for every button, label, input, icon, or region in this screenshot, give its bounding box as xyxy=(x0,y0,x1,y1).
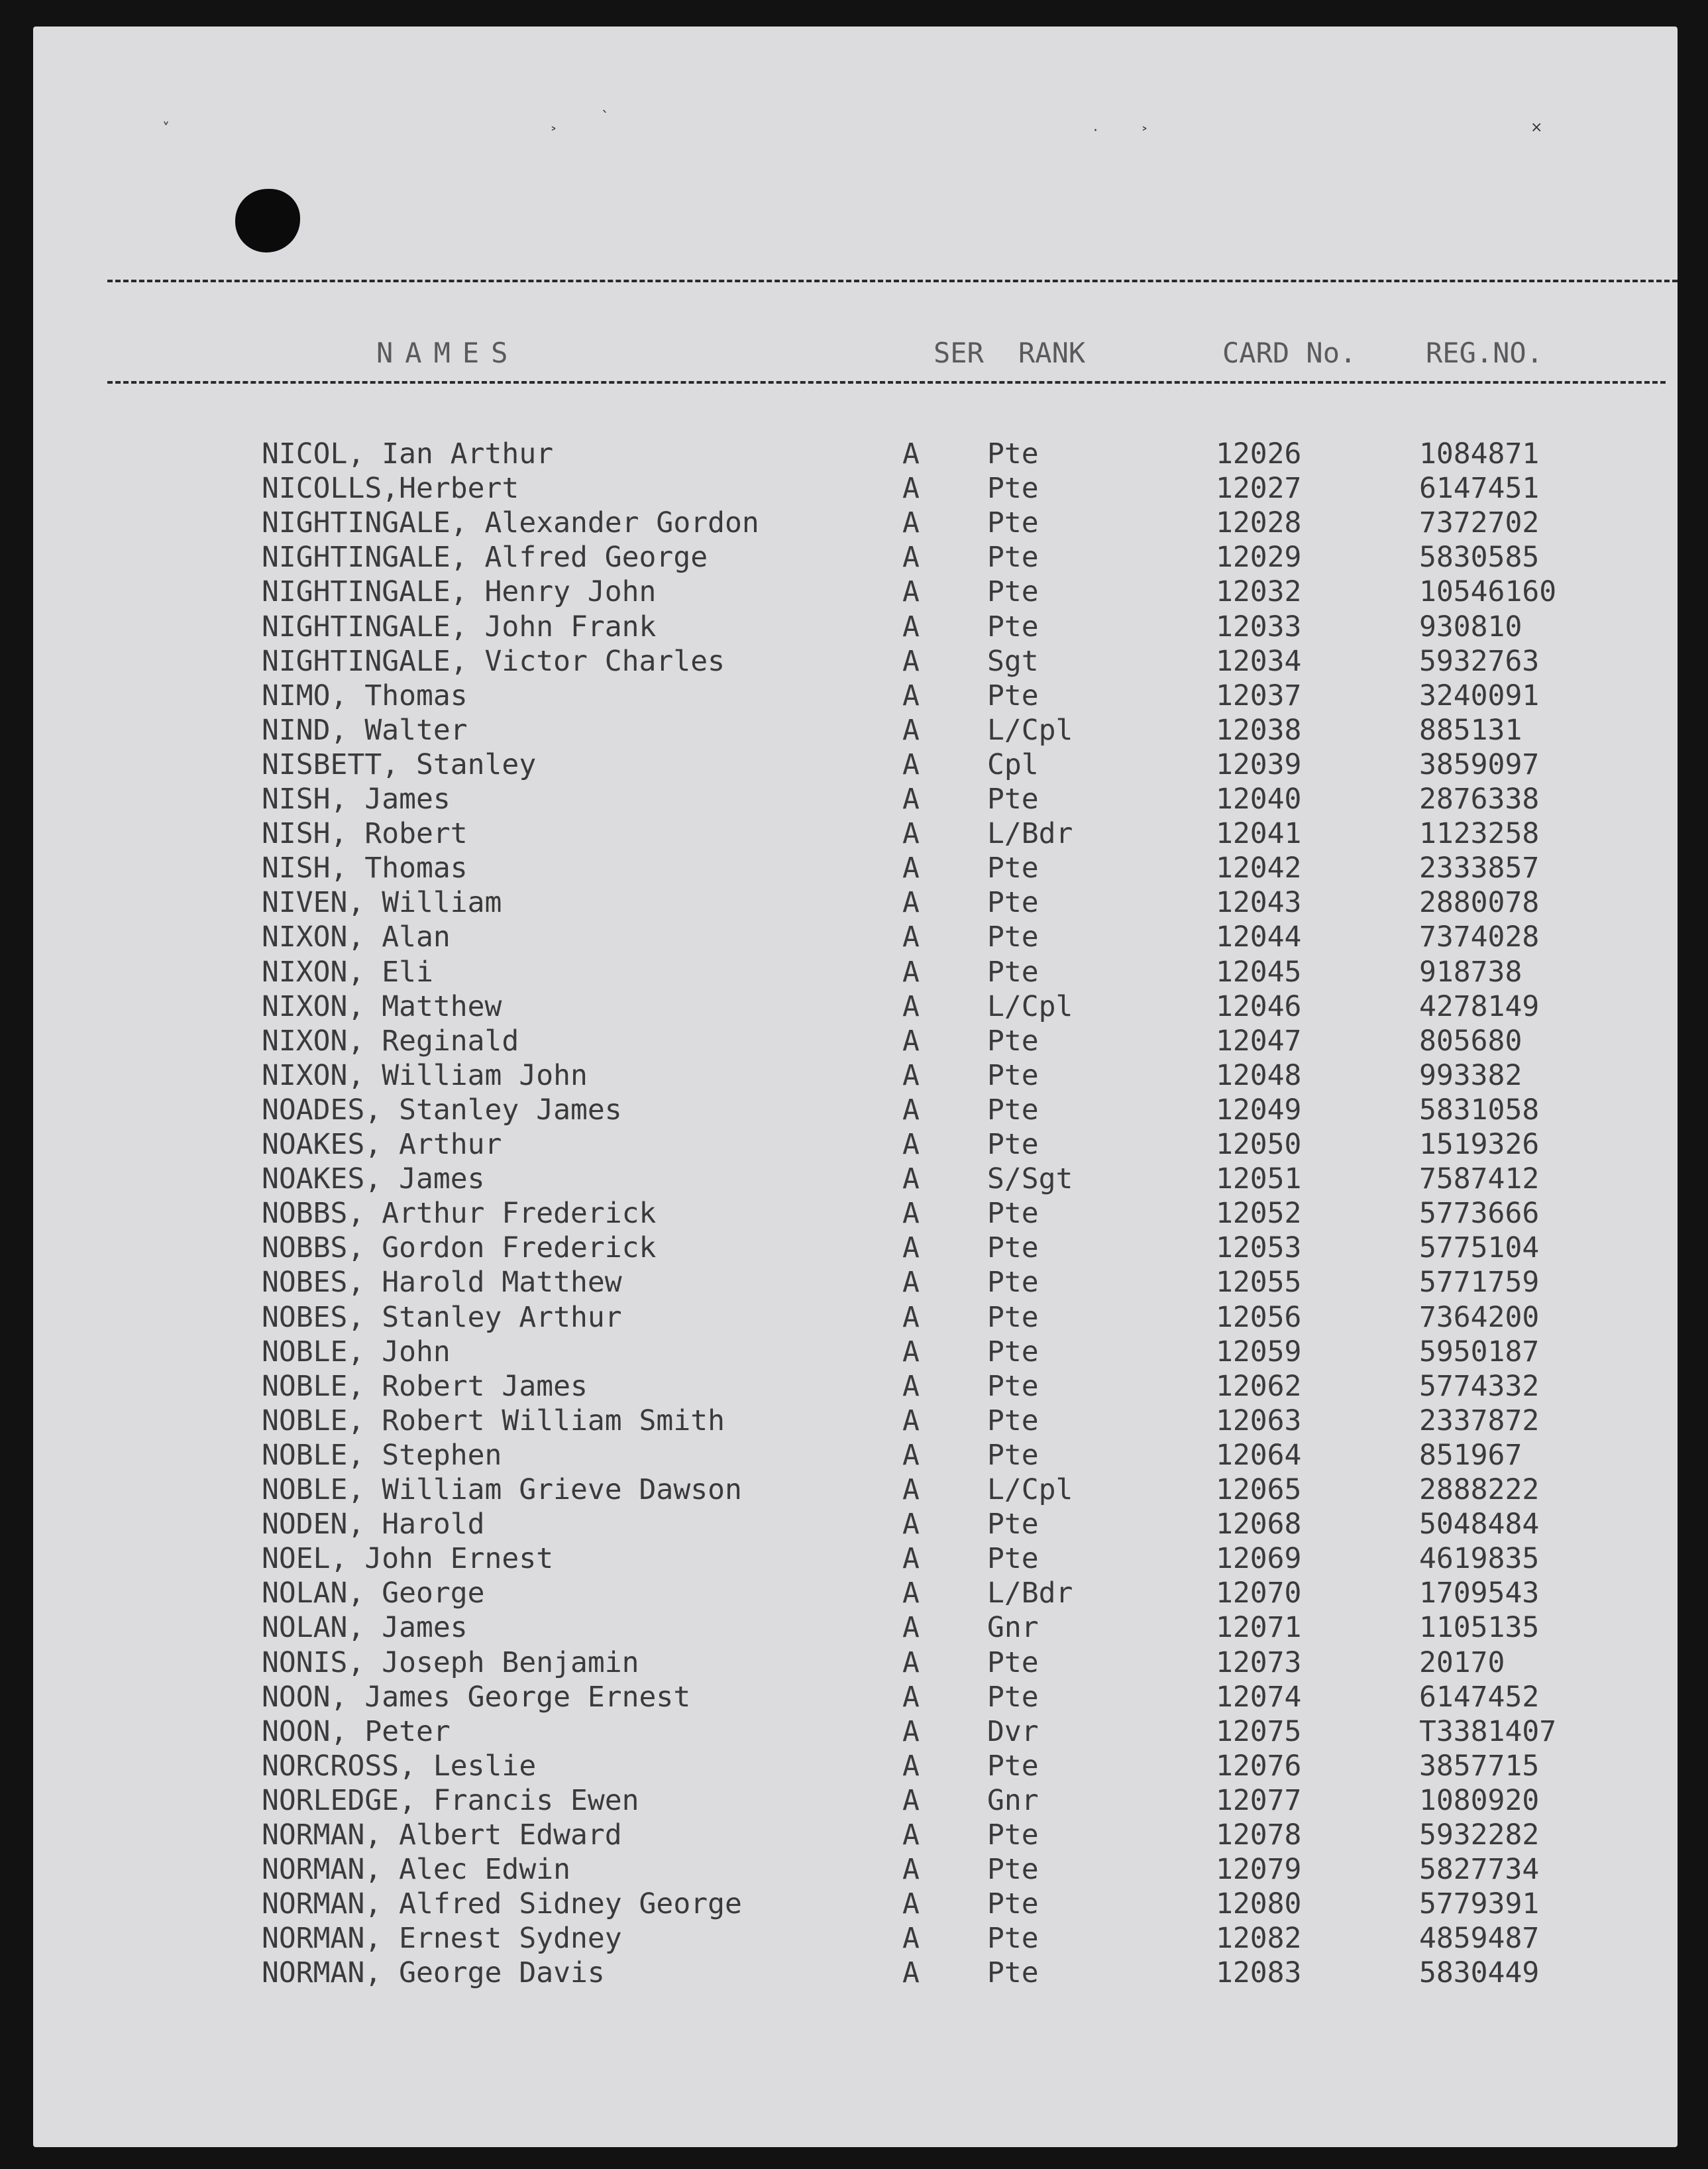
reg-no-cell: 6147452 xyxy=(1419,1681,1540,1714)
table-row xyxy=(33,1956,1678,1991)
card-no-cell: 12040 xyxy=(1216,783,1302,816)
name-cell: NOAKES, Arthur xyxy=(262,1128,502,1161)
reg-no-cell: 2337872 xyxy=(1419,1404,1540,1437)
ser-cell: A xyxy=(902,817,920,850)
card-no-cell: 12079 xyxy=(1216,1853,1302,1886)
reg-no-cell: 2880078 xyxy=(1419,886,1540,919)
card-no-cell: 12083 xyxy=(1216,1956,1302,1989)
table-row xyxy=(33,1922,1678,1956)
card-no-cell: 12064 xyxy=(1216,1439,1302,1472)
card-no-cell: 12038 xyxy=(1216,714,1302,747)
reg-no-cell: 5771759 xyxy=(1419,1266,1540,1299)
name-cell: NORMAN, Ernest Sydney xyxy=(262,1922,622,1955)
ser-cell: A xyxy=(902,714,920,747)
name-cell: NIGHTINGALE, Victor Charles xyxy=(262,645,725,678)
table-row xyxy=(33,1059,1678,1093)
name-cell: NOAKES, James xyxy=(262,1162,485,1196)
table-row xyxy=(33,920,1678,955)
name-cell: NICOL, Ian Arthur xyxy=(262,437,554,471)
card-no-cell: 12037 xyxy=(1216,679,1302,712)
name-cell: NIXON, Eli xyxy=(262,956,433,989)
name-cell: NOLAN, George xyxy=(262,1577,485,1610)
table-row xyxy=(33,1577,1678,1611)
name-cell: NOON, Peter xyxy=(262,1715,451,1748)
name-cell: NOBLE, William Grieve Dawson xyxy=(262,1473,742,1506)
reg-no-cell: 2876338 xyxy=(1419,783,1540,816)
card-no-cell: 12027 xyxy=(1216,472,1302,505)
card-no-cell: 12059 xyxy=(1216,1335,1302,1368)
table-row xyxy=(33,1646,1678,1681)
name-cell: NOEL, John Ernest xyxy=(262,1542,554,1575)
punch-hole xyxy=(235,189,300,252)
table-row xyxy=(33,575,1678,610)
ser-cell: A xyxy=(902,1439,920,1472)
rank-cell: Pte xyxy=(987,1266,1039,1299)
card-no-cell: 12047 xyxy=(1216,1025,1302,1058)
table-row xyxy=(33,1197,1678,1231)
ser-cell: A xyxy=(902,1611,920,1644)
name-cell: NORMAN, Alfred Sidney George xyxy=(262,1887,742,1920)
table-row xyxy=(33,1231,1678,1266)
table-row xyxy=(33,645,1678,679)
reg-no-cell: 1105135 xyxy=(1419,1611,1540,1644)
ser-cell: A xyxy=(902,610,920,643)
ser-cell: A xyxy=(902,956,920,989)
table-row xyxy=(33,1025,1678,1059)
table-row xyxy=(33,1335,1678,1370)
ser-cell: A xyxy=(902,1266,920,1299)
reg-no-cell: 930810 xyxy=(1419,610,1522,643)
name-cell: NIGHTINGALE, Alexander Gordon xyxy=(262,506,759,539)
reg-no-cell: 4859487 xyxy=(1419,1922,1540,1955)
ser-cell: A xyxy=(902,1956,920,1989)
rank-cell: Pte xyxy=(987,1197,1039,1230)
card-no-cell: 12029 xyxy=(1216,541,1302,574)
rank-cell: Pte xyxy=(987,852,1039,885)
rank-cell: Pte xyxy=(987,575,1039,608)
reg-no-cell: 3859097 xyxy=(1419,748,1540,781)
name-cell: NIND, Walter xyxy=(262,714,468,747)
rank-cell: Pte xyxy=(987,541,1039,574)
name-cell: NOBLE, John xyxy=(262,1335,451,1368)
ser-cell: A xyxy=(902,1784,920,1817)
table-row xyxy=(33,437,1678,472)
header-reg-no: REG.NO. xyxy=(1426,337,1544,369)
rank-cell: Pte xyxy=(987,1301,1039,1334)
ser-cell: A xyxy=(902,886,920,919)
table-row xyxy=(33,679,1678,714)
rank-cell: Pte xyxy=(987,1542,1039,1575)
reg-no-cell: 5830449 xyxy=(1419,1956,1540,1989)
header-ser: SER xyxy=(934,337,984,369)
rank-cell: Pte xyxy=(987,1508,1039,1541)
card-no-cell: 12082 xyxy=(1216,1922,1302,1955)
rank-cell: Sgt xyxy=(987,645,1039,678)
rank-cell: Pte xyxy=(987,1370,1039,1403)
reg-no-cell: 6147451 xyxy=(1419,472,1540,505)
reg-no-cell: 3857715 xyxy=(1419,1750,1540,1783)
reg-no-cell: 7587412 xyxy=(1419,1162,1540,1196)
ser-cell: A xyxy=(902,1853,920,1886)
header-rule-top xyxy=(107,280,1678,282)
card-no-cell: 12078 xyxy=(1216,1818,1302,1852)
ser-cell: A xyxy=(902,783,920,816)
reg-no-cell: 1080920 xyxy=(1419,1784,1540,1817)
rank-cell: Pte xyxy=(987,1681,1039,1714)
rank-cell: L/Bdr xyxy=(987,1577,1073,1610)
rank-cell: Pte xyxy=(987,610,1039,643)
card-no-cell: 12068 xyxy=(1216,1508,1302,1541)
reg-no-cell: 5950187 xyxy=(1419,1335,1540,1368)
ser-cell: A xyxy=(902,1197,920,1230)
name-cell: NICOLLS,Herbert xyxy=(262,472,519,505)
name-cell: NIXON, Alan xyxy=(262,920,451,954)
ser-cell: A xyxy=(902,1922,920,1955)
table-row xyxy=(33,714,1678,748)
card-no-cell: 12070 xyxy=(1216,1577,1302,1610)
reg-no-cell: 885131 xyxy=(1419,714,1522,747)
reg-no-cell: 5779391 xyxy=(1419,1887,1540,1920)
card-no-cell: 12056 xyxy=(1216,1301,1302,1334)
card-no-cell: 12065 xyxy=(1216,1473,1302,1506)
card-no-cell: 12028 xyxy=(1216,506,1302,539)
rank-cell: Pte xyxy=(987,886,1039,919)
table-row xyxy=(33,817,1678,852)
rank-cell: S/Sgt xyxy=(987,1162,1073,1196)
name-cell: NOBBS, Arthur Frederick xyxy=(262,1197,657,1230)
reg-no-cell: 2333857 xyxy=(1419,852,1540,885)
card-no-cell: 12032 xyxy=(1216,575,1302,608)
ser-cell: A xyxy=(902,920,920,954)
card-no-cell: 12048 xyxy=(1216,1059,1302,1092)
header-rank: RANK xyxy=(1018,337,1086,369)
rank-cell: Cpl xyxy=(987,748,1039,781)
rank-cell: Pte xyxy=(987,472,1039,505)
card-no-cell: 12046 xyxy=(1216,990,1302,1023)
card-no-cell: 12071 xyxy=(1216,1611,1302,1644)
ser-cell: A xyxy=(902,1681,920,1714)
table-row xyxy=(33,990,1678,1025)
table-row xyxy=(33,1473,1678,1508)
rank-cell: Pte xyxy=(987,783,1039,816)
rank-cell: Pte xyxy=(987,1231,1039,1264)
rank-cell: Pte xyxy=(987,1887,1039,1920)
name-cell: NIMO, Thomas xyxy=(262,679,468,712)
reg-no-cell: 4619835 xyxy=(1419,1542,1540,1575)
name-cell: NOBBS, Gordon Frederick xyxy=(262,1231,657,1264)
ser-cell: A xyxy=(902,1750,920,1783)
table-row xyxy=(33,1784,1678,1818)
name-cell: NISBETT, Stanley xyxy=(262,748,537,781)
ser-cell: A xyxy=(902,472,920,505)
table-row xyxy=(33,748,1678,783)
card-no-cell: 12062 xyxy=(1216,1370,1302,1403)
reg-no-cell: 1709543 xyxy=(1419,1577,1540,1610)
name-cell: NOBLE, Robert James xyxy=(262,1370,588,1403)
name-cell: NOADES, Stanley James xyxy=(262,1093,622,1127)
table-row xyxy=(33,956,1678,990)
table-row xyxy=(33,1611,1678,1645)
reg-no-cell: 5048484 xyxy=(1419,1508,1540,1541)
reg-no-cell: 2888222 xyxy=(1419,1473,1540,1506)
reg-no-cell: 851967 xyxy=(1419,1439,1522,1472)
card-no-cell: 12052 xyxy=(1216,1197,1302,1230)
name-cell: NORLEDGE, Francis Ewen xyxy=(262,1784,639,1817)
card-no-cell: 12074 xyxy=(1216,1681,1302,1714)
table-row xyxy=(33,1301,1678,1335)
header-card-no: CARD No. xyxy=(1222,337,1357,369)
ser-cell: A xyxy=(902,1818,920,1852)
reg-no-cell: 5775104 xyxy=(1419,1231,1540,1264)
name-cell: NIGHTINGALE, John Frank xyxy=(262,610,657,643)
rank-cell: Pte xyxy=(987,1922,1039,1955)
rank-cell: Pte xyxy=(987,1853,1039,1886)
typewriter-mark: ˃ xyxy=(1141,126,1148,142)
ser-cell: A xyxy=(902,645,920,678)
header-names: NAMES xyxy=(376,337,520,369)
reg-no-cell: 5932763 xyxy=(1419,645,1540,678)
rank-cell: Pte xyxy=(987,1025,1039,1058)
ser-cell: A xyxy=(902,1577,920,1610)
name-cell: NIXON, William John xyxy=(262,1059,588,1092)
card-no-cell: 12073 xyxy=(1216,1646,1302,1679)
card-no-cell: 12053 xyxy=(1216,1231,1302,1264)
ser-cell: A xyxy=(902,748,920,781)
reg-no-cell: 5830585 xyxy=(1419,541,1540,574)
table-row xyxy=(33,1818,1678,1853)
name-cell: NOBES, Harold Matthew xyxy=(262,1266,622,1299)
table-row xyxy=(33,1162,1678,1197)
ser-cell: A xyxy=(902,1508,920,1541)
table-row xyxy=(33,610,1678,645)
rank-cell: Pte xyxy=(987,1750,1039,1783)
typewriter-mark: · xyxy=(1093,123,1098,139)
reg-no-cell: 1084871 xyxy=(1419,437,1540,471)
reg-no-cell: 3240091 xyxy=(1419,679,1540,712)
table-row xyxy=(33,1853,1678,1887)
ser-cell: A xyxy=(902,679,920,712)
typewriter-mark: ˃ xyxy=(550,126,557,142)
card-no-cell: 12045 xyxy=(1216,956,1302,989)
name-cell: NORMAN, George Davis xyxy=(262,1956,605,1989)
reg-no-cell: T3381407 xyxy=(1419,1715,1557,1748)
ser-cell: A xyxy=(902,1542,920,1575)
card-no-cell: 12050 xyxy=(1216,1128,1302,1161)
header-rule-bottom xyxy=(107,381,1666,384)
ser-cell: A xyxy=(902,1370,920,1403)
ser-cell: A xyxy=(902,1231,920,1264)
rank-cell: L/Cpl xyxy=(987,1473,1073,1506)
table-row xyxy=(33,1750,1678,1784)
rank-cell: Pte xyxy=(987,506,1039,539)
table-row xyxy=(33,1439,1678,1473)
ser-cell: A xyxy=(902,1715,920,1748)
ser-cell: A xyxy=(902,1887,920,1920)
name-cell: NISH, James xyxy=(262,783,451,816)
rank-cell: L/Cpl xyxy=(987,990,1073,1023)
card-no-cell: 12033 xyxy=(1216,610,1302,643)
card-no-cell: 12055 xyxy=(1216,1266,1302,1299)
reg-no-cell: 1123258 xyxy=(1419,817,1540,850)
ser-cell: A xyxy=(902,1301,920,1334)
reg-no-cell: 5831058 xyxy=(1419,1093,1540,1127)
rank-cell: Dvr xyxy=(987,1715,1039,1748)
ser-cell: A xyxy=(902,990,920,1023)
typewriter-mark: ˋ xyxy=(602,109,609,126)
card-no-cell: 12041 xyxy=(1216,817,1302,850)
ser-cell: A xyxy=(902,1093,920,1127)
card-no-cell: 12063 xyxy=(1216,1404,1302,1437)
rank-cell: Pte xyxy=(987,1439,1039,1472)
table-row xyxy=(33,1093,1678,1128)
ser-cell: A xyxy=(902,1473,920,1506)
ser-cell: A xyxy=(902,1335,920,1368)
name-cell: NISH, Thomas xyxy=(262,852,468,885)
rank-cell: Pte xyxy=(987,1128,1039,1161)
name-cell: NODEN, Harold xyxy=(262,1508,485,1541)
rank-cell: L/Cpl xyxy=(987,714,1073,747)
name-cell: NORCROSS, Leslie xyxy=(262,1750,537,1783)
card-no-cell: 12069 xyxy=(1216,1542,1302,1575)
rank-cell: Gnr xyxy=(987,1784,1039,1817)
rank-cell: Pte xyxy=(987,1646,1039,1679)
card-no-cell: 12080 xyxy=(1216,1887,1302,1920)
card-no-cell: 12039 xyxy=(1216,748,1302,781)
name-cell: NOBLE, Robert William Smith xyxy=(262,1404,725,1437)
ser-cell: A xyxy=(902,506,920,539)
rank-cell: Pte xyxy=(987,1093,1039,1127)
reg-no-cell: 10546160 xyxy=(1419,575,1557,608)
reg-no-cell: 1519326 xyxy=(1419,1128,1540,1161)
rank-cell: Pte xyxy=(987,956,1039,989)
reg-no-cell: 20170 xyxy=(1419,1646,1505,1679)
name-cell: NORMAN, Albert Edward xyxy=(262,1818,622,1852)
card-no-cell: 12042 xyxy=(1216,852,1302,885)
rank-cell: Pte xyxy=(987,920,1039,954)
table-row xyxy=(33,1404,1678,1439)
card-no-cell: 12077 xyxy=(1216,1784,1302,1817)
table-row xyxy=(33,541,1678,575)
table-row xyxy=(33,1887,1678,1922)
document-page xyxy=(33,27,1678,2147)
reg-no-cell: 805680 xyxy=(1419,1025,1522,1058)
reg-no-cell: 7374028 xyxy=(1419,920,1540,954)
card-no-cell: 12044 xyxy=(1216,920,1302,954)
table-row xyxy=(33,1542,1678,1577)
name-cell: NIGHTINGALE, Henry John xyxy=(262,575,657,608)
reg-no-cell: 5932282 xyxy=(1419,1818,1540,1852)
card-no-cell: 12049 xyxy=(1216,1093,1302,1127)
card-no-cell: 12043 xyxy=(1216,886,1302,919)
card-no-cell: 12034 xyxy=(1216,645,1302,678)
card-no-cell: 12051 xyxy=(1216,1162,1302,1196)
table-row xyxy=(33,783,1678,817)
rank-cell: Pte xyxy=(987,679,1039,712)
table-row xyxy=(33,1681,1678,1715)
ser-cell: A xyxy=(902,1128,920,1161)
reg-no-cell: 5774332 xyxy=(1419,1370,1540,1403)
reg-no-cell: 5827734 xyxy=(1419,1853,1540,1886)
name-cell: NORMAN, Alec Edwin xyxy=(262,1853,570,1886)
ser-cell: A xyxy=(902,852,920,885)
table-row xyxy=(33,1370,1678,1404)
name-cell: NIGHTINGALE, Alfred George xyxy=(262,541,708,574)
table-row xyxy=(33,506,1678,541)
name-cell: NOBLE, Stephen xyxy=(262,1439,502,1472)
card-no-cell: 12076 xyxy=(1216,1750,1302,1783)
ser-cell: A xyxy=(902,1162,920,1196)
rank-cell: Pte xyxy=(987,1956,1039,1989)
name-cell: NIXON, Reginald xyxy=(262,1025,519,1058)
card-no-cell: 12075 xyxy=(1216,1715,1302,1748)
typewriter-mark: ˅ xyxy=(162,121,170,137)
table-row xyxy=(33,1715,1678,1750)
table-row xyxy=(33,1128,1678,1162)
rank-cell: Gnr xyxy=(987,1611,1039,1644)
ser-cell: A xyxy=(902,541,920,574)
name-cell: NONIS, Joseph Benjamin xyxy=(262,1646,639,1679)
table-row xyxy=(33,886,1678,920)
ser-cell: A xyxy=(902,1646,920,1679)
rank-cell: L/Bdr xyxy=(987,817,1073,850)
ser-cell: A xyxy=(902,1404,920,1437)
typewriter-mark: × xyxy=(1530,119,1543,136)
reg-no-cell: 993382 xyxy=(1419,1059,1522,1092)
rank-cell: Pte xyxy=(987,1059,1039,1092)
name-cell: NOBES, Stanley Arthur xyxy=(262,1301,622,1334)
reg-no-cell: 7364200 xyxy=(1419,1301,1540,1334)
name-cell: NOON, James George Ernest xyxy=(262,1681,691,1714)
name-cell: NISH, Robert xyxy=(262,817,468,850)
name-cell: NOLAN, James xyxy=(262,1611,468,1644)
reg-no-cell: 4278149 xyxy=(1419,990,1540,1023)
table-row xyxy=(33,472,1678,506)
reg-no-cell: 7372702 xyxy=(1419,506,1540,539)
rank-cell: Pte xyxy=(987,1335,1039,1368)
rank-cell: Pte xyxy=(987,1818,1039,1852)
reg-no-cell: 918738 xyxy=(1419,956,1522,989)
ser-cell: A xyxy=(902,1059,920,1092)
table-row xyxy=(33,1508,1678,1542)
ser-cell: A xyxy=(902,575,920,608)
table-row xyxy=(33,852,1678,886)
reg-no-cell: 5773666 xyxy=(1419,1197,1540,1230)
table-row xyxy=(33,1266,1678,1300)
name-cell: NIVEN, William xyxy=(262,886,502,919)
ser-cell: A xyxy=(902,1025,920,1058)
rank-cell: Pte xyxy=(987,1404,1039,1437)
rank-cell: Pte xyxy=(987,437,1039,471)
ser-cell: A xyxy=(902,437,920,471)
name-cell: NIXON, Matthew xyxy=(262,990,502,1023)
card-no-cell: 12026 xyxy=(1216,437,1302,471)
